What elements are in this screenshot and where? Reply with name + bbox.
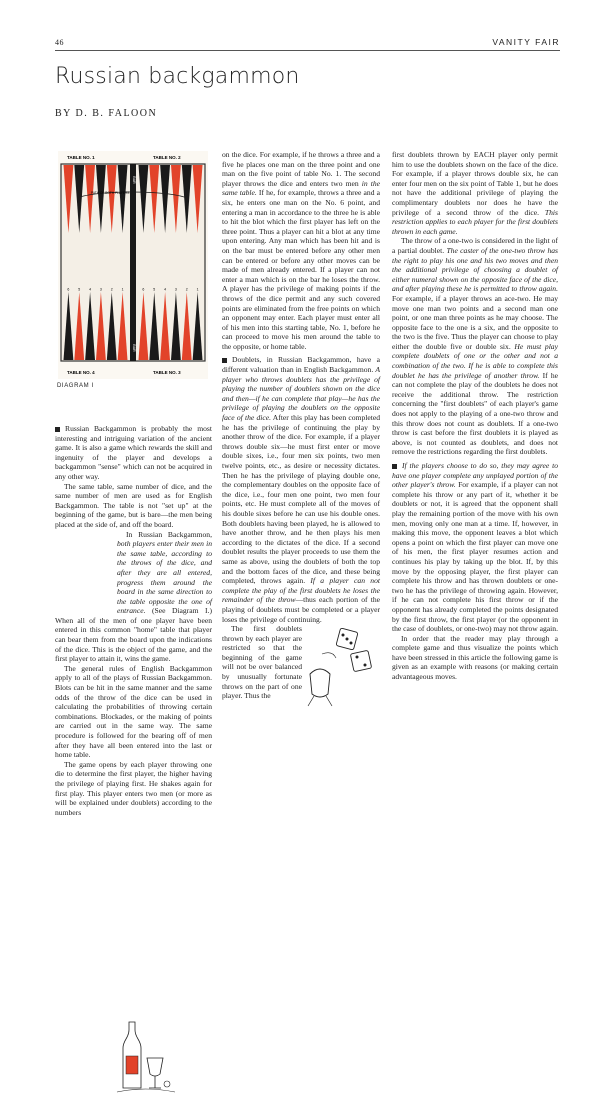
point-number: 1 [121, 287, 124, 292]
label-table1: TABLE NO. 1 [67, 155, 95, 160]
col3-p2em2: He must play complete doublets of one or the other and not a combination of the two. If he is able to complete this doublet he has the privilege of another throw. [392, 341, 558, 380]
header-rule [55, 50, 560, 51]
col2-p3: The first doublets thrown by each player are restricted so that the beginning of the game will not be over balanced by unusually fortunate throws on the part of one player. Thus the [222, 624, 302, 701]
col3-p2c: If he can not complete the play of the doublets he does not receive the additional throw. The restriction concerning the "first doublets" of each player's game does not apply to the playing of a one-two throw and this throw does not count as doublets. If a one-two throw is cast before the first doublets it is played as above, is not counted as doublets, and does not remove the restrictions regarding the first doublets. [392, 370, 558, 457]
dice-illustration [302, 624, 380, 710]
label-table3: TABLE NO. 3 [153, 370, 181, 375]
dice-icon [302, 624, 380, 710]
column-3 [392, 150, 558, 682]
col2-p2b: After this play has been completed he has the privilege of continuing the play by another throw of the dice. For example, if a player throws double six—he must first enter or move double sixes, i.e., four men six points, two men twelve points, etc., as desire or necessity dictates. Then he has the privilege of playing double one, the complementary doubles on the opposite face of the dice, i.e., four men one point, two men four points, etc. He must complete all of the moves of his double sixes before he can use his double ones. Both doublets having been played, he is allowed to have another throw, and he then plays his men according to the dictates of the dice. If a second doublet results the player proceeds to use them the same as above, using the doublets of both the top and the bottom faces of the dice, and these being completed, throws again. [222, 413, 381, 586]
diagram-caption: DIAGRAM I [57, 383, 94, 389]
page-number: 46 [55, 38, 64, 47]
byline: BY D. B. FALOON [55, 108, 158, 119]
col3-p3b: For example, if a player can not complete his throw or any part of it, whether it be doublets or not, it is agreed that the opponent shall play the remaining portion of the move with his own men, moving only one man at a time. If, however, in making this move, the opponent leaves a blot which opens a point on which the first player can move one of his men, the first player resumes action and continues his play by taking up the blot. If, by this move by the opposing player, the first player can complete his throw and has thrown doublets or one-two he has the privilege of throwing again. However, if he can not complete his first throw or if the opponent has already completed the points designated by the first throw, the first player (or the opponent in the case of doublets, or one-two) may not throw again. [392, 480, 558, 634]
col1-p5: The game opens by each player throwing one die to determine the first player, the higher having the privilege of playing first. He shakes again for first play. This player enters two men (or more as will be explained under doublets) according to the numbers [55, 759, 212, 817]
col2-p1a: on the dice. For example, if he throws a three and a five he places one man on the three point and one man on the five point of table No. 1. The second player throws the dice and enters two men [222, 150, 380, 188]
point-number: 4 [164, 287, 167, 292]
col3-p4: In order that the reader may play through a complete game and thus visualize the points which have been stressed in this article the following game is given as an example with reasons (or making certain advantageous moves. [392, 633, 558, 682]
wine-illustration [115, 1018, 177, 1098]
col2-p2em1: A player who throws doublets has the privilege of playing the number of doublets shown on the dice and then—if he can complete that play—he has the privilege of playing the doublets on the opposite face of the dice. [222, 365, 380, 423]
point-number: 2 [110, 287, 113, 292]
point-number: 5 [153, 287, 156, 292]
column-1 [55, 424, 212, 817]
backgammon-board-svg [57, 150, 209, 380]
col1-p3b: (See Diagram I.) When all of the men of one player have been entered in this common "home" table that player can bear them from the board upon the indications of the dice. This is the object of the game, and the first player to attain it, wins the game. [55, 606, 212, 664]
col1-p1: Russian Backgammon is probably the most interesting and intriguing variation of the ancient game. It is also a game which rewards the skill and ingenuity of the player and develops a backgammon "sense" which can not be acquired in any other way. [55, 424, 212, 481]
point-number: 6 [142, 287, 145, 292]
col3-p2em1: The caster of the one-two throw has the right to play his one and his two moves and then the additional privilege of choosing a doublet of either numeral shown on the opposite face of the dice, and after playing these he is permitted to throw again. [392, 245, 558, 294]
wine-bottle-icon [115, 1018, 177, 1098]
col3-p1a: first doublets thrown by EACH player only permit him to use the doublets shown on the face of the dice. For example, if a player throws double six, he can enter four men on the six point of Table 1, but he does not have the additional privilege of playing the complimentary doublets nor does he have the privilege of a second throw of the dice. [392, 150, 558, 217]
col3-p1em: This restriction applies to each player for the first doublets thrown in each game. [392, 207, 558, 236]
point-number: 2 [185, 287, 188, 292]
label-table4: TABLE NO. 4 [67, 370, 95, 375]
magazine-name: VANITY FAIR [492, 37, 560, 47]
point-number: 3 [99, 287, 102, 292]
point-number: 5 [78, 287, 81, 292]
point-number: 3 [174, 287, 177, 292]
point-number: 4 [89, 287, 92, 292]
col1-p3em: both players enter their men in the same table, according to the throws of the dice, and after they are all entered, progress them around the board in the same direction to the table opposite the one of entrance. [117, 539, 212, 616]
col2-p2c: —thus each portion of the playing of doublets must be completed or a player loses the privilege of continuing. [222, 595, 380, 624]
col3-p3em: If the players choose to do so, they may agree to have one player complete any unplayed portion of the other player's throw. [392, 461, 558, 490]
col2-p1em: in the same table. [222, 178, 380, 198]
bullet-icon [392, 464, 397, 469]
col1-p2: The same table, same number of dice, and the same number of men are used as for English Backgammon. The table is not "set up" at the beginning of the game, but is bare—the men being placed at the side of, and off the board. [55, 481, 212, 529]
col3-p2a: The throw of a one-two is considered in the light of a partial doublet. [392, 236, 558, 255]
label-table2: TABLE NO. 2 [153, 155, 181, 160]
bullet-icon [222, 358, 227, 363]
point-number: 1 [196, 287, 199, 292]
col1-p4: The general rules of English Backgammon apply to all of the plays of Russian Backgammon. Blots can be hit in the same manner and the same odds of the throw of the dice can be used in calculating the probabilities of throwing certain combinations. Blockades, or the making of points are carried out in the same way. The same procedure is followed for the bearing off of men after they have all been entered into the last or home table. [55, 663, 212, 760]
movement-text: PATH OF BOTH PLAYERS [91, 191, 130, 195]
col3-p2b: For example, if a player throws an ace-two. He may move one man two points and a second man one point, or one man three points as he may choose. The opposite face to the one is a six, and the opposite to the two is the five. Thus the player can choose to play either the double five or double six. [392, 293, 558, 351]
backgammon-diagram [57, 150, 209, 380]
col2-p1b: If he, for example, throws a three and a six, he enters one man on the No. 6 point, and entering a man in accordance to the three he is able to hit the blot which the first player has left on the three point. Thus a player can hit a blot at any time upon entering. Any man which has been hit and is on the bar must be entered before any other men can be entered or before any other moves can be made of men already entered. If a player can not enter a man which is on the bar he loses the throw. A player has the privilege of making points if the throws of the dice permit and any such covered points are eliminated from the free points on which an opponent may enter. Each player must enter all of his men into this starting table, No. 1, before he can proceed to move his men around the table to the opposite, or home table. [222, 188, 380, 351]
bar-label: BAR [132, 344, 136, 352]
col2-p2a: Doublets, in Russian Backgammon, have a different valuation than in English Backgammon. [222, 355, 380, 375]
bar-label: BAR [132, 176, 136, 184]
point-number: 6 [67, 287, 70, 292]
article-title: Russian backgammon [55, 64, 300, 89]
bullet-icon [55, 427, 60, 432]
bar [130, 164, 136, 361]
col1-p3a: In Russian Backgammon, [126, 529, 212, 539]
col2-p2em2: If a player can not complete the play of the first doublets he loses the remainder of the throw [222, 576, 380, 605]
column-2 [222, 150, 380, 710]
